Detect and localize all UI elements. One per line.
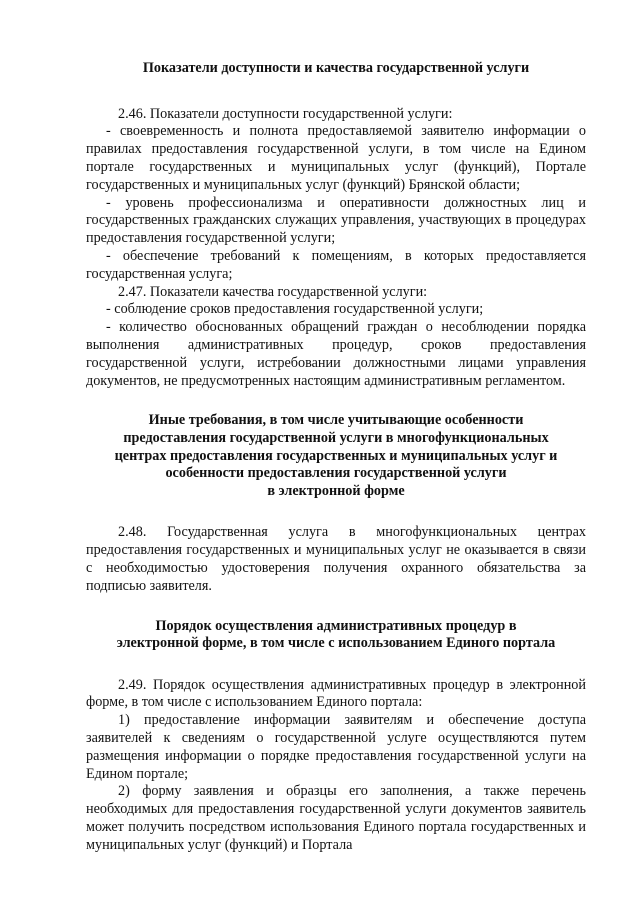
paragraph-2-46: 2.46. Показатели доступности государственной услуги: [118, 105, 453, 122]
paragraph-deadlines: - соблюдение сроков предоставления государственной услуги; [106, 301, 484, 318]
section-heading-electronic-procedures: Порядок осуществления административных процедур в электронной форме, в том числе с использованием Единого портала [116, 617, 556, 652]
paragraph-2-49: 2.49. Порядок осуществления административных процедур в электронной форме, в том числе с использованием Единого портала: [86, 676, 586, 711]
paragraph-timeliness: - своевременность и полнота предоставляемой заявителю информации о правилах предоставления государственной услуги, в том числе на Едином портале государственных и муниципальных услуг (функций), Портале государственных и муниципальных услуг (функций) Брянской области; [86, 123, 586, 193]
paragraph-professionalism: - уровень профессионализма и оперативности должностных лиц и государственных гражданских служащих управления, участвующих в процедурах предоставления государственной услуги; [86, 194, 586, 247]
section-heading-availability: Показатели доступности и качества государственной услуги [142, 60, 530, 76]
paragraph-item-2: 2) форму заявления и образцы его заполнения, а также перечень необходимых для предоставления государственной услуги документов заявитель может получить посредством использования Единого портала государственных и муниципальных услуг (функций) и Портала [86, 783, 586, 853]
paragraph-complaints: - количество обоснованных обращений граждан о несоблюдении порядка выполнения административных процедур, сроков предоставления государственной услуги, истребовании должностными лицами управления документов, не предусмотренных настоящим административным регламентом. [86, 319, 586, 389]
section-heading-other-requirements: Иные требования, в том числе учитывающие особенности предоставления государственной услуги в многофункциональных центрах предоставления государственных и муниципальных услуг и особенности предоставления государственной услуги в электронной форме [114, 412, 558, 499]
paragraph-item-1: 1) предоставление информации заявителям и обеспечение доступа заявителей к сведениям о государственной услуге осуществляются путем размещения информации о порядке предоставления государственной услуги на Едином портале; [86, 712, 586, 782]
paragraph-2-48: 2.48. Государственная услуга в многофункциональных центрах предоставления государственных и муниципальных услуг не оказывается в связи с необходимостью удостоверения получения охранного обязательства за подписью заявителя. [86, 524, 586, 594]
paragraph-premises: - обеспечение требований к помещениям, в которых предоставляется государственная услуга; [86, 247, 586, 282]
paragraph-2-47: 2.47. Показатели качества государственной услуги: [118, 283, 428, 300]
